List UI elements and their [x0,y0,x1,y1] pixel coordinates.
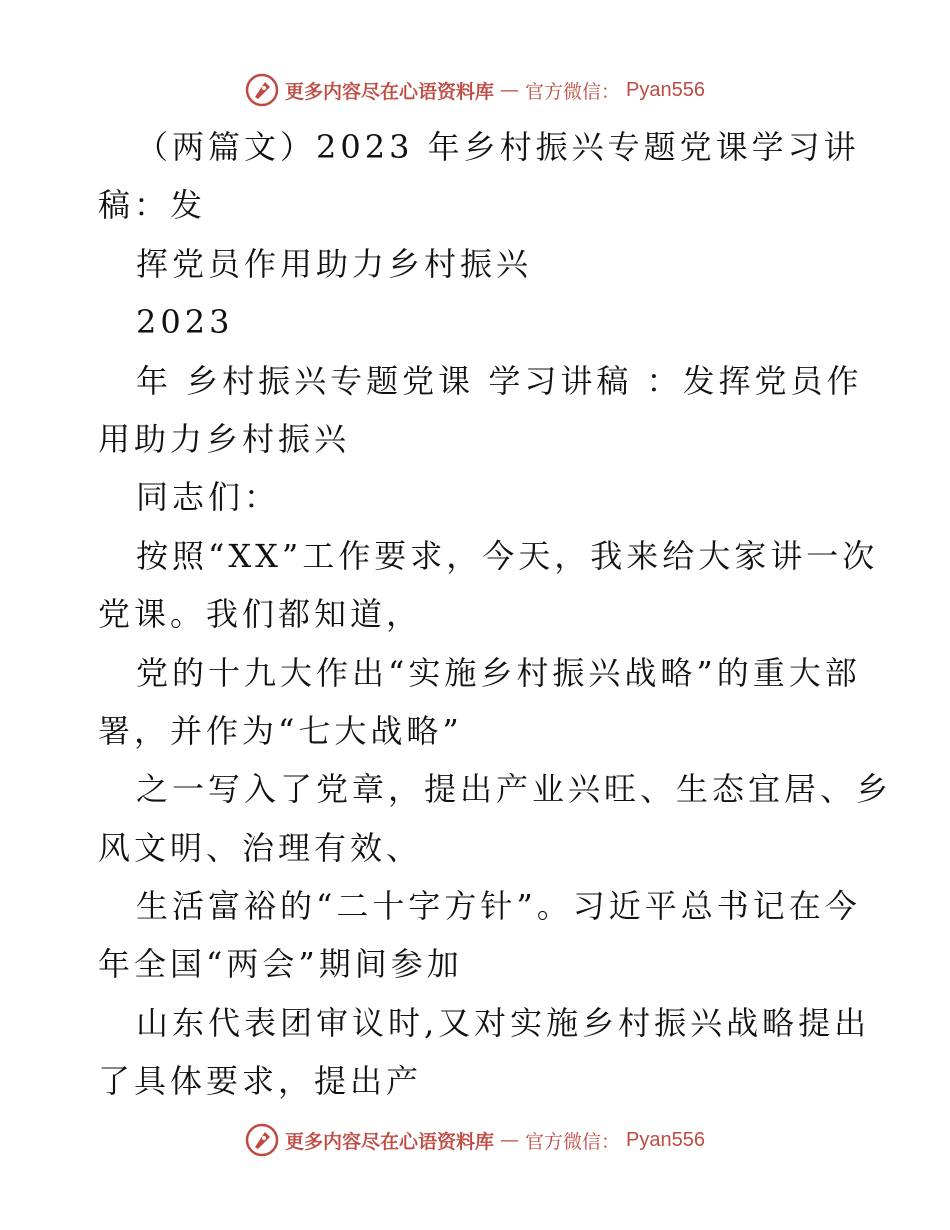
document-title-line-2: 稿：发 [98,186,207,225]
text-line: 党课。我们都知道， [98,595,423,634]
text-line: 了具体要求，提出产 [98,1062,423,1101]
document-body [98,118,893,1111]
site-name: 更多内容尽在心语资料库 [285,1130,495,1153]
text-line: 按照“XX”工作要求，今天，我来给大家讲一次 [136,536,879,575]
pen-nib-icon [245,73,279,107]
pen-nib-icon [245,1123,279,1157]
text-line: 用助力乡村振兴 [98,419,351,458]
header-watermark [0,70,950,110]
separator: — [500,1129,520,1151]
text-line: 年 乡村振兴专题党课 学习讲稿 ：发挥党员作 [136,361,863,400]
wechat-id: Pyan556 [626,1128,705,1151]
separator: — [500,79,520,101]
wechat-label: 官方微信： [525,80,621,103]
footer-watermark [0,1120,950,1160]
text-line: 风文明、治理有效、 [98,828,423,867]
wechat-id: Pyan556 [626,78,705,101]
wechat-label: 官方微信： [525,1130,621,1153]
text-line: 2023 [136,303,234,342]
document-title-line-1: （两篇文）2023 年乡村振兴专题党课学习讲 [136,128,860,166]
site-name: 更多内容尽在心语资料库 [285,80,495,103]
text-line: 署，并作为“七大战略” [98,711,463,750]
text-line: 之一写入了党章，提出产业兴旺、生态宜居、乡 [136,770,893,809]
salutation: 同志们： [136,478,281,517]
text-line: 生活富裕的“二十字方针”。习近平总书记在今 [136,887,861,926]
text-line: 年全国“两会”期间参加 [98,945,463,984]
text-line: 山东代表团审议时,又对实施乡村振兴战略提出 [136,1003,871,1042]
text-line: 党的十九大作出“实施乡村振兴战略”的重大部 [136,653,861,692]
document-subtitle: 挥党员作用助力乡村振兴 [136,244,533,283]
